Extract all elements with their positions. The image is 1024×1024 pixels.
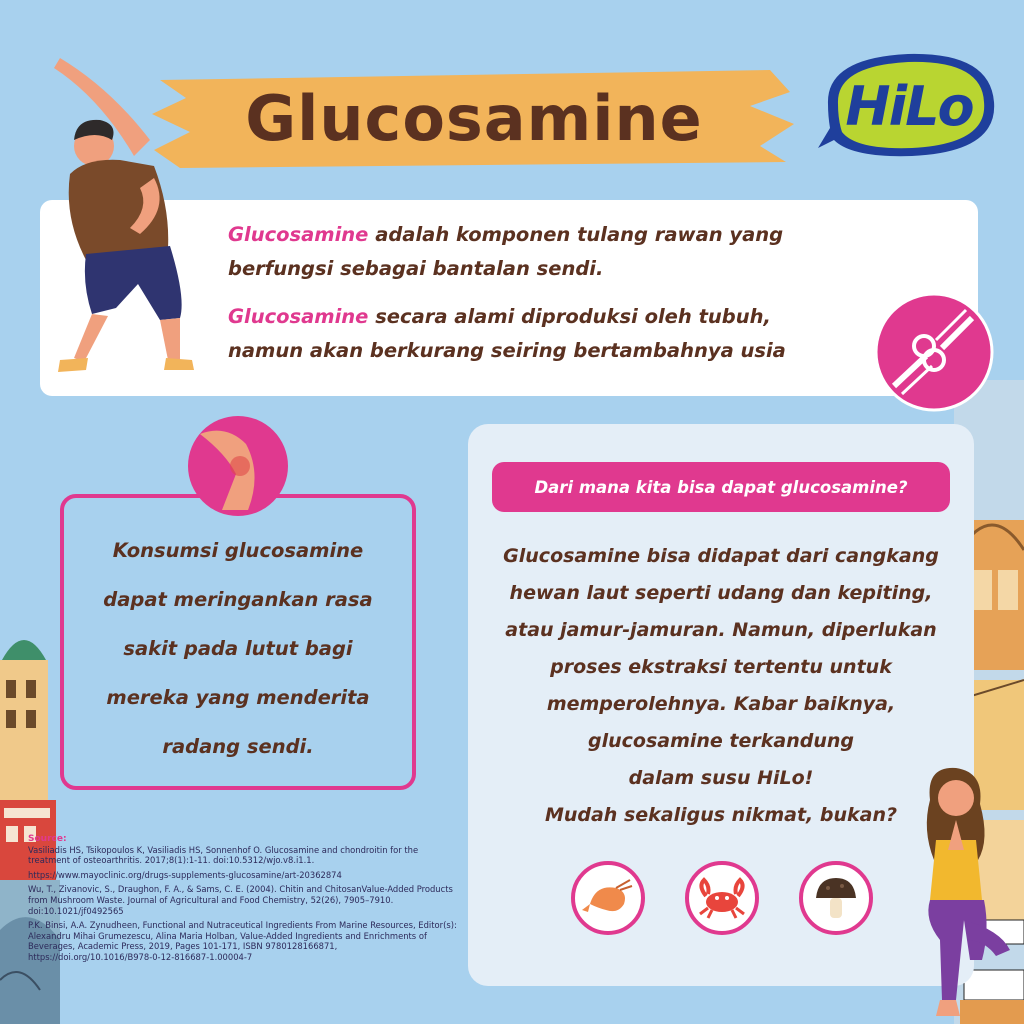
intro-paragraph-1 — [228, 218, 848, 286]
answer-line: Mudah sekaligus nikmat, bukan? — [544, 804, 898, 826]
yoga-woman-illustration — [900, 760, 1018, 1024]
source-item: https://www.mayoclinic.org/drugs-supplements-glucosamine/art-20362874 — [28, 869, 342, 880]
page-title: Glucosamine — [245, 81, 703, 155]
intro-text-1: adalah komponen tulang rawan yang berfungsi sebagai bantalan sendi. — [228, 223, 784, 280]
question-banner: Dari mana kita bisa dapat glucosamine? — [492, 462, 950, 512]
stretching-man-illustration — [30, 48, 230, 378]
knee-benefit-line: Konsumsi glucosamine — [112, 539, 364, 562]
knee-benefit-line: dapat meringankan rasa — [103, 588, 373, 611]
answer-text — [474, 538, 968, 834]
knee-benefit-line: radang sendi. — [162, 735, 314, 758]
knee-benefit-line: sakit pada lutut bagi — [123, 637, 353, 660]
source-item: Wu, T., Zivanovic, S., Draughon, F. A., & Sams, C. E. (2004). Chitin and ChitosanValue-Added Products from Mushroom Waste. Journal of Agricultural and Food Chemistry, 52(26), 7905–7910. doi:10.1021/jf0492565 — [28, 884, 453, 916]
answer-line: atau jamur-jamuran. Namun, diperlukan — [505, 619, 937, 641]
answer-line: Glucosamine bisa didapat dari cangkang — [503, 545, 939, 567]
intro-highlight-2: Glucosamine — [228, 305, 369, 328]
source-item: P.K. Binsi, A.A. Zynudheen, Functional and Nutraceutical Ingredients From Marine Resources, Editor(s): Alexandru Mihai Grumezescu, Alina Maria Holban, Value-Added Ingredients and Enrichments of Beverages, Academic Press, 2019, Pages 101-171, ISBN 9780128166871, https://doi.org/10.1016/B978-0-12-816687-1.00004-7 — [28, 920, 457, 962]
knee-benefit-line: mereka yang menderita — [106, 686, 370, 709]
mushroom-icon — [798, 860, 874, 936]
source-item: Vasiliadis HS, Tsikopoulos K, Vasiliadis HS, Sonnenhof O. Glucosamine and chondroitin for the treatment of osteoarthritis. 2017;8(1):1-11. doi:10.5312/wjo.v8.i1.1. — [28, 844, 419, 866]
shrimp-icon — [570, 860, 646, 936]
intro-paragraph-2 — [228, 300, 848, 368]
answer-line: proses ekstraksi tertentu untuk — [550, 656, 892, 678]
sources-list — [28, 834, 458, 967]
answer-line: dalam susu HiLo! — [628, 767, 814, 789]
answer-line: hewan laut seperti udang dan kepiting, — [509, 582, 933, 604]
intro-text — [228, 218, 848, 382]
answer-line: memperolehnya. Kabar baiknya, — [546, 693, 896, 715]
hilo-logo-text: HiLo — [845, 74, 973, 138]
intro-highlight-1: Glucosamine — [228, 223, 369, 246]
intro-text-2: secara alami diproduksi oleh tubuh, namun akan berkurang seiring bertambahnya usia — [228, 305, 786, 362]
knee-benefit-text — [66, 526, 410, 771]
knee-pain-icon — [186, 414, 290, 518]
bone-joint-icon — [872, 290, 996, 414]
answer-line: glucosamine terkandung — [588, 730, 854, 752]
crab-icon — [684, 860, 760, 936]
sources-title: Source: — [28, 834, 67, 844]
